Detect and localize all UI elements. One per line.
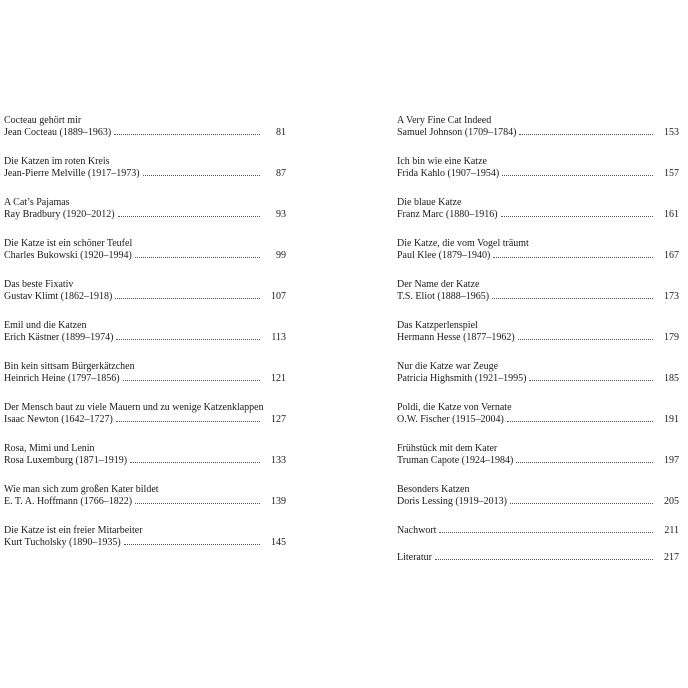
- entry-page-number: 133: [271, 455, 286, 466]
- dot-leader: [439, 532, 653, 533]
- dot-leader: [507, 421, 653, 422]
- entry-line: [4, 496, 286, 508]
- entry-author: T.S. Eliot (1888–1965): [397, 291, 490, 302]
- entry-line: [397, 455, 679, 467]
- entry-line: [397, 127, 679, 139]
- entry-page-number: 197: [664, 455, 679, 466]
- entry-author: E. T. A. Hoffmann (1766–1822): [4, 496, 133, 507]
- entry-line: [397, 552, 679, 564]
- entry-title: A Cat’s Pajamas: [4, 197, 70, 208]
- toc-entry: [397, 279, 679, 320]
- dot-leader: [501, 216, 653, 217]
- entry-title: A Very Fine Cat Indeed: [397, 115, 492, 126]
- entry-page-number: 139: [271, 496, 286, 507]
- toc-entry: [4, 402, 286, 443]
- entry-author: Jean Cocteau (1889–1963): [4, 127, 112, 138]
- entry-line: [4, 168, 286, 180]
- entry-line: [4, 250, 286, 262]
- dot-leader: [518, 339, 653, 340]
- toc-entry: [397, 484, 679, 525]
- entry-line: [397, 525, 679, 537]
- entry-title: Das beste Fixativ: [4, 279, 74, 290]
- entry-title: Der Name der Katze: [397, 279, 480, 290]
- toc-entry: [4, 156, 286, 197]
- entry-title: Nachwort: [397, 525, 437, 536]
- entry-line: [4, 373, 286, 385]
- entry-author: Kurt Tucholsky (1890–1935): [4, 537, 121, 548]
- entry-line: [397, 373, 679, 385]
- entry-title: Cocteau gehört mir: [4, 115, 82, 126]
- entry-page-number: 127: [271, 414, 286, 425]
- entry-page-number: 167: [664, 250, 679, 261]
- entry-page-number: 173: [664, 291, 679, 302]
- entry-author: Patricia Highsmith (1921–1995): [397, 373, 527, 384]
- entry-author: O.W. Fischer (1915–2004): [397, 414, 504, 425]
- entry-line: [397, 168, 679, 180]
- dot-leader: [116, 339, 260, 340]
- toc-entry-nachwort: [397, 525, 679, 552]
- toc-entry: [4, 361, 286, 402]
- entry-line: [397, 209, 679, 221]
- toc-entry-literatur: [397, 552, 679, 579]
- entry-title: Die Katze ist ein schöner Teufel: [4, 238, 133, 249]
- entry-page-number: 107: [271, 291, 286, 302]
- entry-author: Jean-Pierre Melville (1917–1973): [4, 168, 140, 179]
- entry-author: Paul Klee (1879–1940): [397, 250, 491, 261]
- toc-entry: [397, 156, 679, 197]
- dot-leader: [115, 298, 260, 299]
- toc-entry: [397, 197, 679, 238]
- toc-entry: [4, 197, 286, 238]
- dot-leader: [135, 503, 260, 504]
- entry-title: Bin kein sittsam Bürgerkätzchen: [4, 361, 135, 372]
- toc-entry: [397, 361, 679, 402]
- entry-page-number: 121: [271, 373, 286, 384]
- entry-title: Literatur: [397, 552, 432, 563]
- entry-page-number: 211: [664, 525, 679, 536]
- entry-page-number: 191: [664, 414, 679, 425]
- dot-leader: [116, 421, 260, 422]
- entry-page-number: 113: [271, 332, 286, 343]
- entry-author: Samuel Johnson (1709–1784): [397, 127, 517, 138]
- dot-leader: [492, 298, 653, 299]
- entry-title: Nur die Katze war Zeuge: [397, 361, 499, 372]
- dot-leader: [130, 462, 260, 463]
- entry-author: Hermann Hesse (1877–1962): [397, 332, 515, 343]
- dot-leader: [435, 559, 653, 560]
- entry-title: Besonders Katzen: [397, 484, 470, 495]
- entry-line: [4, 127, 286, 139]
- entry-line: [4, 455, 286, 467]
- entry-author: Doris Lessing (1919–2013): [397, 496, 507, 507]
- entry-author: Erich Kästner (1899–1974): [4, 332, 114, 343]
- entry-title: Der Mensch baut zu viele Mauern und zu wenige Katzenklappen: [4, 402, 264, 413]
- dot-leader: [510, 503, 653, 504]
- entry-line: [4, 414, 286, 426]
- entry-line: [397, 414, 679, 426]
- dot-leader: [114, 134, 260, 135]
- entry-page-number: 157: [664, 168, 679, 179]
- entry-page-number: 153: [664, 127, 679, 138]
- dot-leader: [118, 216, 260, 217]
- dot-leader: [493, 257, 653, 258]
- entry-page-number: 205: [664, 496, 679, 507]
- entry-author: Truman Capote (1924–1984): [397, 455, 514, 466]
- entry-title: Poldi, die Katze von Vernate: [397, 402, 512, 413]
- toc-entry: [4, 238, 286, 279]
- entry-line: [397, 332, 679, 344]
- entry-title: Die Katze, die vom Vogel träumt: [397, 238, 529, 249]
- entry-title: Die blaue Katze: [397, 197, 462, 208]
- entry-title: Die Katzen im roten Kreis: [4, 156, 110, 167]
- entry-page-number: 99: [276, 250, 286, 261]
- entry-title: Emil und die Katzen: [4, 320, 87, 331]
- toc-entry: [4, 279, 286, 320]
- toc-entry: [397, 402, 679, 443]
- entry-author: Ray Bradbury (1920–2012): [4, 209, 115, 220]
- entry-title: Rosa, Mimi und Lenin: [4, 443, 95, 454]
- toc-entry: [4, 484, 286, 525]
- entry-page-number: 93: [276, 209, 286, 220]
- entry-line: [397, 291, 679, 303]
- entry-title: Die Katze ist ein freier Mitarbeiter: [4, 525, 143, 536]
- dot-leader: [143, 175, 260, 176]
- entry-line: [4, 537, 286, 549]
- entry-author: Heinrich Heine (1797–1856): [4, 373, 120, 384]
- entry-author: Charles Bukowski (1920–1994): [4, 250, 132, 261]
- entry-title: Das Katzperlenspiel: [397, 320, 478, 331]
- toc-entry: [4, 443, 286, 484]
- entry-author: Frida Kahlo (1907–1954): [397, 168, 500, 179]
- entry-line: [397, 250, 679, 262]
- entry-author: Franz Marc (1880–1916): [397, 209, 498, 220]
- dot-leader: [519, 134, 653, 135]
- entry-page-number: 87: [276, 168, 286, 179]
- toc-entry: [397, 238, 679, 279]
- dot-leader: [516, 462, 653, 463]
- dot-leader: [124, 544, 260, 545]
- toc-column-right: [397, 115, 679, 579]
- entry-title: Frühstück mit dem Kater: [397, 443, 498, 454]
- dot-leader: [502, 175, 653, 176]
- entry-page-number: 145: [271, 537, 286, 548]
- entry-page-number: 179: [664, 332, 679, 343]
- entry-author: Isaac Newton (1642–1727): [4, 414, 113, 425]
- entry-line: [4, 332, 286, 344]
- entry-page-number: 217: [664, 552, 679, 563]
- entry-page-number: 161: [664, 209, 679, 220]
- dot-leader: [123, 380, 260, 381]
- toc-entry: [397, 443, 679, 484]
- toc-column-left: [4, 115, 286, 566]
- entry-line: [4, 291, 286, 303]
- toc-entry: [397, 115, 679, 156]
- toc-entry: [4, 115, 286, 156]
- entry-line: [397, 496, 679, 508]
- toc-entry: [4, 320, 286, 361]
- entry-author: Gustav Klimt (1862–1918): [4, 291, 113, 302]
- toc-entry: [397, 320, 679, 361]
- entry-title: Ich bin wie eine Katze: [397, 156, 487, 167]
- entry-line: [4, 209, 286, 221]
- entry-author: Rosa Luxemburg (1871–1919): [4, 455, 128, 466]
- dot-leader: [135, 257, 260, 258]
- toc-entry: [4, 525, 286, 566]
- entry-page-number: 185: [664, 373, 679, 384]
- entry-title: Wie man sich zum großen Kater bildet: [4, 484, 159, 495]
- dot-leader: [529, 380, 653, 381]
- entry-page-number: 81: [276, 127, 286, 138]
